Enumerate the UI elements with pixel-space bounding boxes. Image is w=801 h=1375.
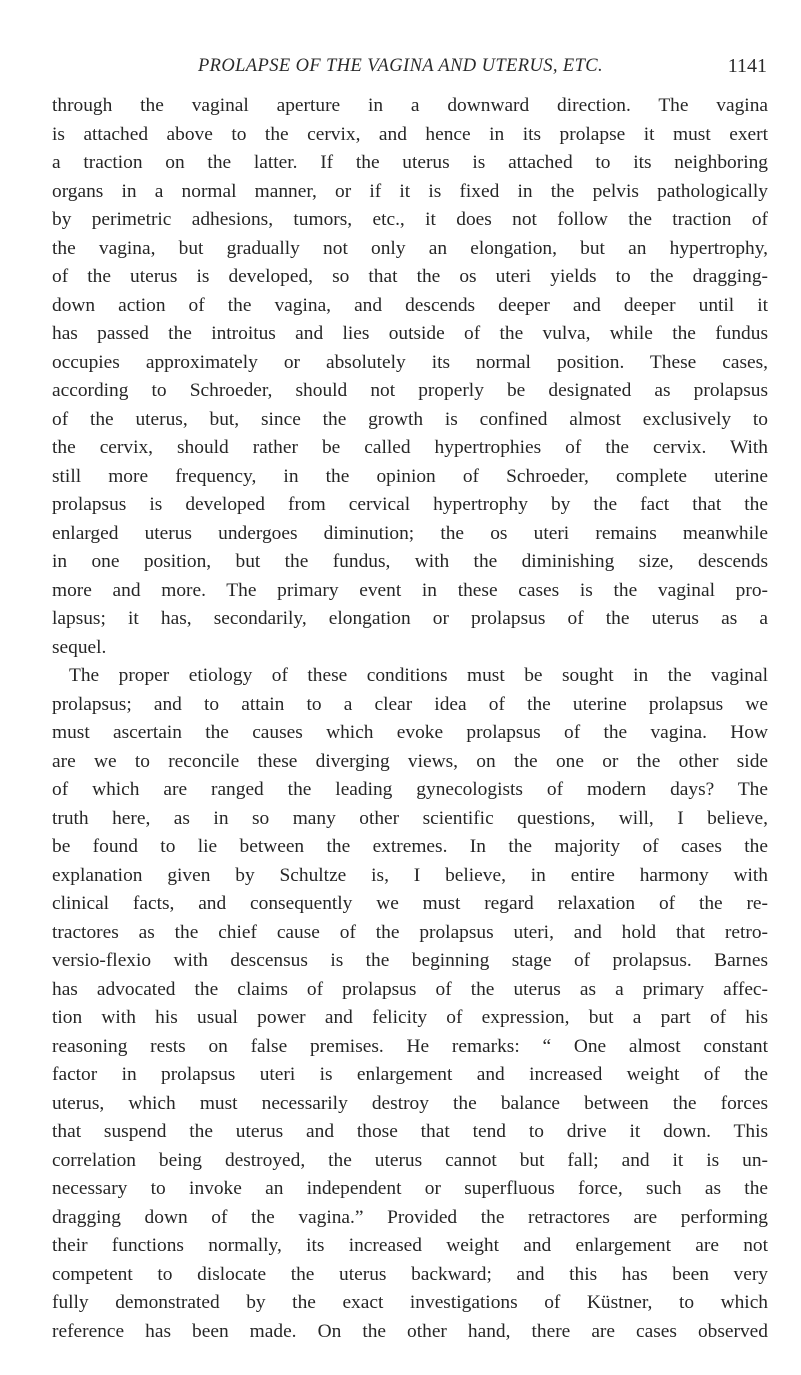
text-line: of which are ranged the leading gynecologists of modern days? The <box>52 779 768 800</box>
text-line: of the uterus is developed, so that the os uteri yields to the dragging- <box>52 266 768 287</box>
text-line: of the uterus, but, since the growth is confined almost exclusively to <box>52 408 768 430</box>
text-line: the vagina, but gradually not only an elongation, but an hypertrophy, <box>52 237 768 259</box>
text-line: correlation being destroyed, the uterus cannot but fall; and it is un- <box>52 1149 768 1171</box>
text-line: reference has been made. On the other hand, there are cases observed <box>52 1320 768 1342</box>
text-line: has advocated the claims of prolapsus of the uterus as a primary affec- <box>52 978 768 1000</box>
text-line: tractores as the chief cause of the prolapsus uteri, and hold that retro- <box>52 921 768 943</box>
text-line: that suspend the uterus and those that tend to drive it down. This <box>52 1121 768 1142</box>
text-line: occupies approximately or absolutely its normal position. These cases, <box>52 351 768 373</box>
text-line: fully demonstrated by the exact investigations of Küstner, to which <box>52 1292 768 1313</box>
text-line: reasoning rests on false premises. He remarks: “ One almost constant <box>52 1035 768 1057</box>
text-line: factor in prolapsus uteri is enlargement and increased weight of the <box>52 1064 768 1085</box>
text-line: versio-flexio with descensus is the beginning stage of prolapsus. Barnes <box>52 950 768 971</box>
text-line: tion with his usual power and felicity of expression, but a part of his <box>52 1007 768 1028</box>
text-line: explanation given by Schultze is, I believe, in entire harmony with <box>52 864 768 886</box>
text-line: their functions normally, its increased weight and enlargement are not <box>52 1235 768 1256</box>
body-text <box>52 92 768 1346</box>
text-line: competent to dislocate the uterus backward; and this has been very <box>52 1263 768 1285</box>
text-line: must ascertain the causes which evoke prolapsus of the vagina. How <box>52 722 768 743</box>
text-line: still more frequency, in the opinion of Schroeder, complete uterine <box>52 465 768 487</box>
text-line: dragging down of the vagina.” Provided the retractores are performing <box>52 1206 768 1228</box>
text-line: more and more. The primary event in these cases is the vaginal pro- <box>52 579 768 601</box>
text-line: are we to reconcile these diverging views, on the one or the other side <box>52 750 768 772</box>
paragraph-start-line: The proper etiology of these conditions must be sought in the vaginal <box>69 665 768 686</box>
text-line: clinical facts, and consequently we must regard relaxation of the re- <box>52 893 768 914</box>
page-header <box>0 48 801 84</box>
text-line: in one position, but the fundus, with the diminishing size, descends <box>52 551 768 572</box>
text-line: has passed the introitus and lies outside of the vulva, while the fundus <box>52 323 768 344</box>
text-line: through the vaginal aperture in a downward direction. The vagina <box>52 95 768 116</box>
text-line: is attached above to the cervix, and hence in its prolapse it must exert <box>52 123 768 145</box>
text-line: by perimetric adhesions, tumors, etc., it does not follow the traction of <box>52 209 768 230</box>
text-line: the cervix, should rather be called hypertrophies of the cervix. With <box>52 437 768 458</box>
text-line: necessary to invoke an independent or superfluous force, such as the <box>52 1178 768 1199</box>
text-line: truth here, as in so many other scientific questions, will, I believe, <box>52 807 768 829</box>
text-line: down action of the vagina, and descends deeper and deeper until it <box>52 294 768 316</box>
text-line: be found to lie between the extremes. In the majority of cases the <box>52 836 768 857</box>
text-line: lapsus; it has, secondarily, elongation or prolapsus of the uterus as a <box>52 608 768 629</box>
text-line: organs in a normal manner, or if it is fixed in the pelvis pathologically <box>52 180 768 202</box>
running-title: PROLAPSE OF THE VAGINA AND UTERUS, ETC. <box>197 56 604 76</box>
text-line: uterus, which must necessarily destroy the balance between the forces <box>52 1092 768 1114</box>
text-line: prolapsus is developed from cervical hypertrophy by the fact that the <box>52 494 768 515</box>
text-line: a traction on the latter. If the uterus is attached to its neighboring <box>52 152 768 173</box>
page-number: 1141 <box>727 55 767 77</box>
text-line: according to Schroeder, should not properly be designated as prolapsus <box>52 380 768 401</box>
text-line: enlarged uterus undergoes diminution; the os uteri remains meanwhile <box>52 522 768 544</box>
text-line: prolapsus; and to attain to a clear idea of the uterine prolapsus we <box>52 693 768 715</box>
paragraph-end-line: sequel. <box>52 636 107 658</box>
